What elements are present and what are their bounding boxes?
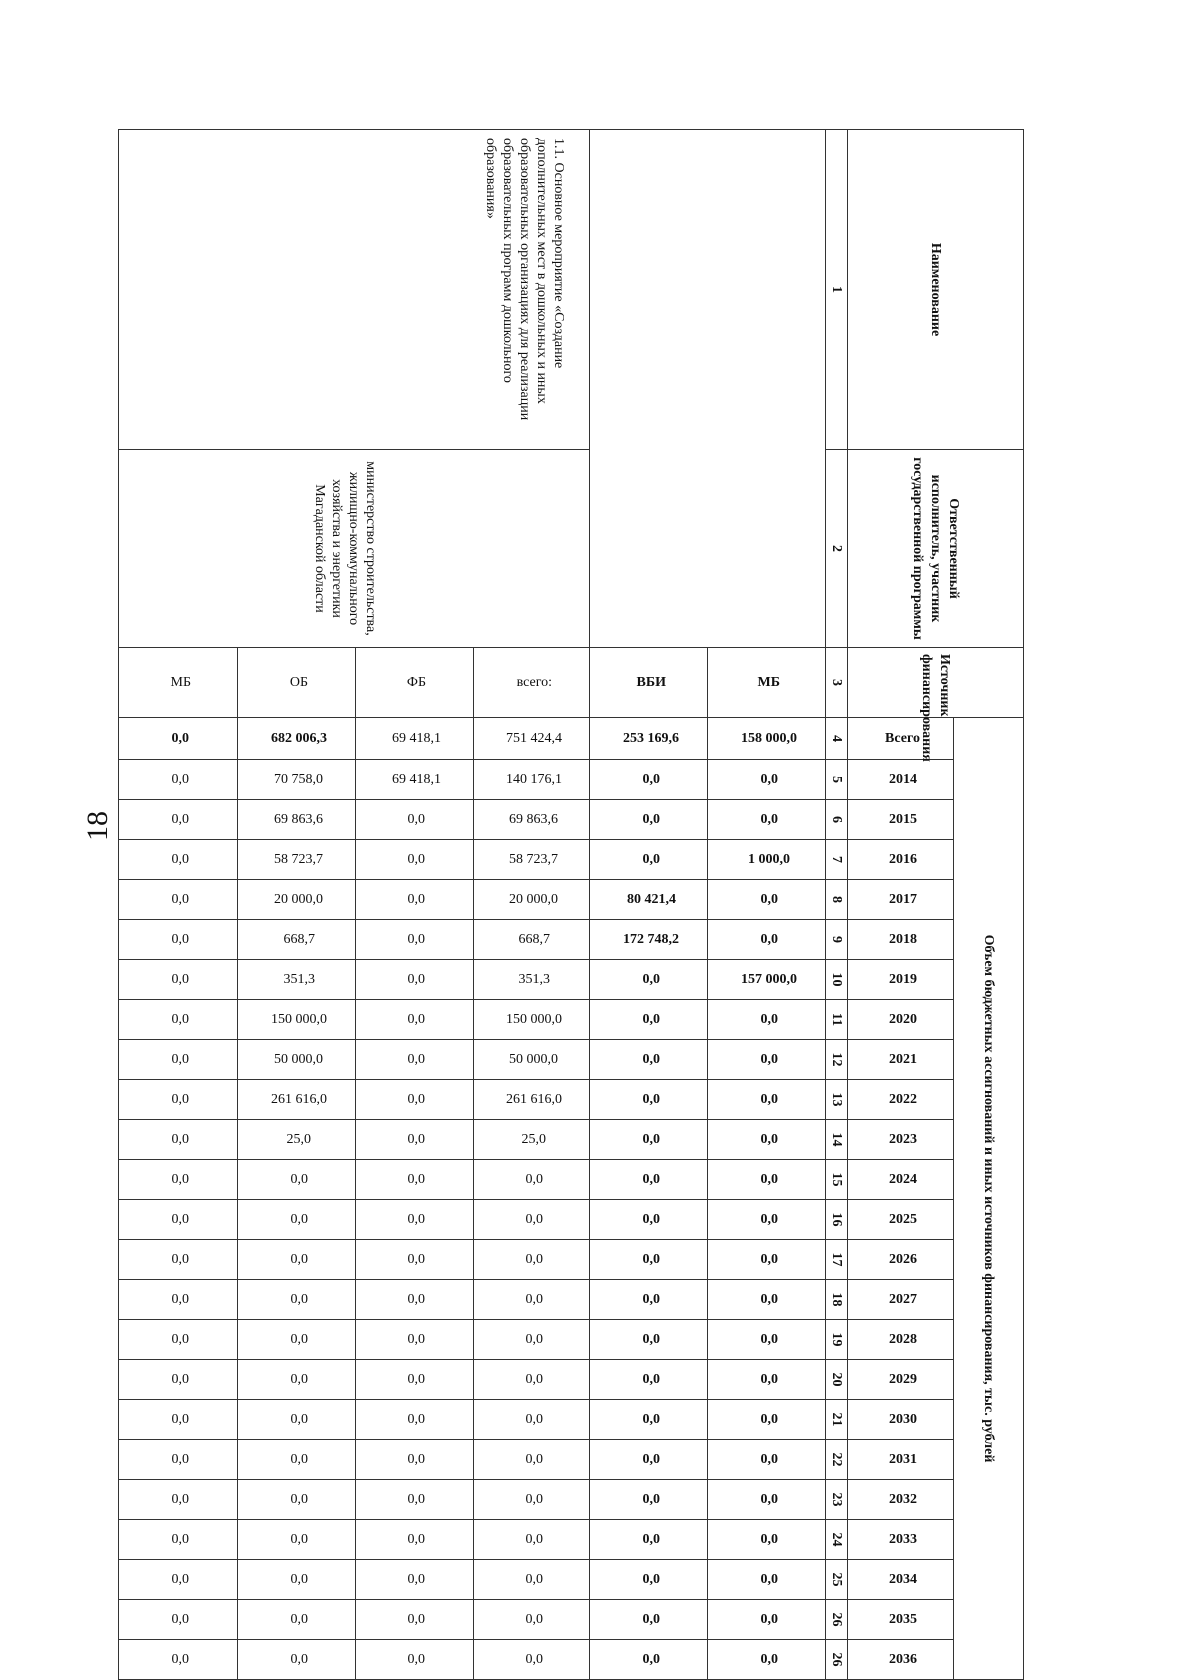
value-cell: 0,0 — [119, 1400, 238, 1440]
value-cell: 0,0 — [708, 1480, 826, 1520]
table-row — [708, 130, 826, 1680]
value-cell: 0,0 — [237, 1600, 355, 1640]
value-cell: 0,0 — [708, 1520, 826, 1560]
header-year — [848, 920, 954, 960]
value-cell: 0,0 — [590, 1240, 708, 1280]
column-number: 12 — [826, 1040, 848, 1080]
value-cell: 0,0 — [355, 1080, 473, 1120]
total-cell: 682 006,3 — [237, 718, 355, 760]
year-label: 2015 — [889, 811, 917, 827]
year-label: 2018 — [889, 931, 917, 947]
value-cell: 261 616,0 — [237, 1080, 355, 1120]
empty-merged-cell — [590, 130, 826, 648]
column-number: 26 — [826, 1640, 848, 1680]
value-cell: 0,0 — [590, 1640, 708, 1680]
year-label: 2026 — [889, 1251, 917, 1267]
column-number: 18 — [826, 1280, 848, 1320]
column-number: 2 — [826, 450, 848, 648]
value-cell: 0,0 — [119, 1280, 238, 1320]
value-cell: 0,0 — [237, 1160, 355, 1200]
value-cell: 0,0 — [708, 1280, 826, 1320]
value-cell: 25,0 — [473, 1120, 590, 1160]
value-cell: 58 723,7 — [237, 840, 355, 880]
column-number-row — [826, 130, 848, 1680]
value-cell: 0,0 — [355, 1160, 473, 1200]
value-cell: 150 000,0 — [473, 1000, 590, 1040]
value-cell: 0,0 — [119, 920, 238, 960]
header-year — [848, 1600, 954, 1640]
header-year — [848, 1160, 954, 1200]
value-cell: 0,0 — [119, 1040, 238, 1080]
value-cell: 351,3 — [473, 960, 590, 1000]
value-cell: 0,0 — [355, 1480, 473, 1520]
value-cell: 0,0 — [355, 1200, 473, 1240]
value-cell: 0,0 — [708, 920, 826, 960]
value-cell: 0,0 — [590, 1480, 708, 1520]
source-cell: МБ — [708, 648, 826, 718]
column-number: 4 — [826, 718, 848, 760]
value-cell: 0,0 — [473, 1320, 590, 1360]
value-cell: 0,0 — [355, 800, 473, 840]
year-label: 2024 — [889, 1171, 917, 1187]
column-number: 24 — [826, 1520, 848, 1560]
year-label: 2030 — [889, 1411, 917, 1427]
value-cell: 668,7 — [237, 920, 355, 960]
header-year — [848, 1520, 954, 1560]
header-total: Всего — [848, 718, 954, 760]
measure-name: 1.1. Основное мероприятие «Создание дополнительных мест в дошкольных и иных образовательных организациях для реализации образовательных программ дошкольного образования» — [119, 130, 590, 450]
year-label: 2033 — [889, 1531, 917, 1547]
value-cell: 0,0 — [355, 1240, 473, 1280]
value-cell: 0,0 — [237, 1640, 355, 1680]
value-cell: 0,0 — [708, 800, 826, 840]
value-cell: 0,0 — [119, 960, 238, 1000]
year-label: 2019 — [889, 971, 917, 987]
year-label: 2032 — [889, 1491, 917, 1507]
value-cell: 1 000,0 — [708, 840, 826, 880]
column-number: 16 — [826, 1200, 848, 1240]
value-cell: 0,0 — [237, 1360, 355, 1400]
column-number: 6 — [826, 800, 848, 840]
value-cell: 0,0 — [590, 1280, 708, 1320]
column-number: 26 — [826, 1600, 848, 1640]
value-cell: 668,7 — [473, 920, 590, 960]
value-cell: 0,0 — [590, 1320, 708, 1360]
value-cell: 0,0 — [119, 1080, 238, 1120]
value-cell: 0,0 — [119, 1640, 238, 1680]
value-cell: 0,0 — [708, 1560, 826, 1600]
value-cell: 0,0 — [237, 1240, 355, 1280]
value-cell: 0,0 — [590, 1520, 708, 1560]
header-group-financing: Объем бюджетных ассигнований и иных источников финансирования, тыс. рублей — [954, 718, 1024, 1680]
value-cell: 150 000,0 — [237, 1000, 355, 1040]
value-cell: 0,0 — [708, 1240, 826, 1280]
value-cell: 0,0 — [708, 1320, 826, 1360]
value-cell: 0,0 — [590, 1440, 708, 1480]
year-label: 2016 — [889, 851, 917, 867]
column-number: 14 — [826, 1120, 848, 1160]
year-label: 2021 — [889, 1051, 917, 1067]
value-cell: 0,0 — [119, 1240, 238, 1280]
value-cell: 0,0 — [708, 1400, 826, 1440]
header-year — [848, 1440, 954, 1480]
header-year — [848, 1040, 954, 1080]
value-cell: 0,0 — [355, 1360, 473, 1400]
total-cell: 0,0 — [119, 718, 238, 760]
value-cell: 0,0 — [355, 1520, 473, 1560]
value-cell: 0,0 — [590, 1600, 708, 1640]
value-cell: 0,0 — [237, 1520, 355, 1560]
column-number: 8 — [826, 880, 848, 920]
header-year — [848, 1000, 954, 1040]
column-number: 10 — [826, 960, 848, 1000]
value-cell: 0,0 — [119, 1560, 238, 1600]
value-cell: 0,0 — [237, 1560, 355, 1600]
value-cell: 0,0 — [708, 1200, 826, 1240]
value-cell: 351,3 — [237, 960, 355, 1000]
total-cell: 158 000,0 — [708, 718, 826, 760]
year-label: 2028 — [889, 1331, 917, 1347]
value-cell: 0,0 — [473, 1440, 590, 1480]
value-cell: 50 000,0 — [237, 1040, 355, 1080]
value-cell: 0,0 — [473, 1480, 590, 1520]
total-cell: 253 169,6 — [590, 718, 708, 760]
value-cell: 0,0 — [355, 1040, 473, 1080]
value-cell: 0,0 — [590, 1400, 708, 1440]
value-cell: 0,0 — [355, 1600, 473, 1640]
value-cell: 0,0 — [119, 880, 238, 920]
year-label: 2020 — [889, 1011, 917, 1027]
value-cell: 0,0 — [590, 1560, 708, 1600]
year-label: 2029 — [889, 1371, 917, 1387]
value-cell: 0,0 — [473, 1400, 590, 1440]
value-cell: 0,0 — [590, 960, 708, 1000]
value-cell: 0,0 — [590, 800, 708, 840]
value-cell: 0,0 — [590, 1360, 708, 1400]
header-source: Источник финансирования — [848, 648, 1024, 718]
year-label: 2014 — [889, 771, 917, 787]
column-number: 25 — [826, 1560, 848, 1600]
value-cell: 0,0 — [237, 1400, 355, 1440]
value-cell: 0,0 — [119, 1120, 238, 1160]
year-label: 2034 — [889, 1571, 917, 1587]
value-cell: 69 418,1 — [355, 760, 473, 800]
total-cell: 69 418,1 — [355, 718, 473, 760]
rotated-table-wrapper — [118, 129, 1024, 1667]
budget-table — [118, 129, 1024, 1680]
header-year — [848, 760, 954, 800]
value-cell: 0,0 — [237, 1320, 355, 1360]
header-year — [848, 840, 954, 880]
value-cell: 0,0 — [355, 1440, 473, 1480]
header-name: Наименование — [848, 130, 1024, 450]
value-cell: 0,0 — [355, 840, 473, 880]
column-number: 17 — [826, 1240, 848, 1280]
column-number: 20 — [826, 1360, 848, 1400]
value-cell: 0,0 — [355, 1320, 473, 1360]
table-row — [473, 130, 590, 1680]
value-cell: 0,0 — [708, 1440, 826, 1480]
value-cell: 0,0 — [355, 1280, 473, 1320]
value-cell: 0,0 — [119, 1360, 238, 1400]
value-cell: 0,0 — [708, 1360, 826, 1400]
table-body — [119, 130, 826, 1680]
column-number: 21 — [826, 1400, 848, 1440]
value-cell: 70 758,0 — [237, 760, 355, 800]
column-number: 19 — [826, 1320, 848, 1360]
value-cell: 0,0 — [473, 1360, 590, 1400]
header-year — [848, 800, 954, 840]
value-cell: 172 748,2 — [590, 920, 708, 960]
column-number: 5 — [826, 760, 848, 800]
year-label: 2031 — [889, 1451, 917, 1467]
header-year — [848, 960, 954, 1000]
value-cell: 140 176,1 — [473, 760, 590, 800]
source-cell: ВБИ — [590, 648, 708, 718]
source-cell: ФБ — [355, 648, 473, 718]
value-cell: 0,0 — [473, 1160, 590, 1200]
value-cell: 0,0 — [473, 1600, 590, 1640]
column-number: 15 — [826, 1160, 848, 1200]
value-cell: 0,0 — [590, 1080, 708, 1120]
value-cell: 25,0 — [237, 1120, 355, 1160]
value-cell: 0,0 — [119, 1320, 238, 1360]
page-number: 18 — [81, 811, 114, 841]
value-cell: 0,0 — [237, 1440, 355, 1480]
value-cell: 0,0 — [237, 1200, 355, 1240]
value-cell: 0,0 — [473, 1520, 590, 1560]
header-year — [848, 1200, 954, 1240]
year-label: 2027 — [889, 1291, 917, 1307]
column-number: 3 — [826, 648, 848, 718]
column-number: 13 — [826, 1080, 848, 1120]
value-cell: 0,0 — [119, 1600, 238, 1640]
value-cell: 0,0 — [119, 1520, 238, 1560]
year-label: 2022 — [889, 1091, 917, 1107]
total-cell: 751 424,4 — [473, 718, 590, 760]
value-cell: 20 000,0 — [473, 880, 590, 920]
year-label: 2017 — [889, 891, 917, 907]
header-year — [848, 1560, 954, 1600]
value-cell: 0,0 — [119, 760, 238, 800]
value-cell: 0,0 — [590, 840, 708, 880]
value-cell: 0,0 — [708, 1160, 826, 1200]
value-cell: 157 000,0 — [708, 960, 826, 1000]
value-cell: 0,0 — [590, 1000, 708, 1040]
value-cell: 0,0 — [590, 1160, 708, 1200]
value-cell: 0,0 — [355, 880, 473, 920]
value-cell: 0,0 — [355, 1120, 473, 1160]
value-cell: 0,0 — [473, 1560, 590, 1600]
header-year — [848, 880, 954, 920]
value-cell: 0,0 — [119, 1000, 238, 1040]
year-label: 2023 — [889, 1131, 917, 1147]
header-responsible: Ответственный исполнитель, участник государственной программы — [848, 450, 1024, 648]
value-cell: 0,0 — [473, 1240, 590, 1280]
column-number: 22 — [826, 1440, 848, 1480]
value-cell: 0,0 — [590, 760, 708, 800]
value-cell: 0,0 — [119, 1200, 238, 1240]
value-cell: 0,0 — [237, 1280, 355, 1320]
value-cell: 0,0 — [355, 960, 473, 1000]
header-year — [848, 1320, 954, 1360]
header-year — [848, 1280, 954, 1320]
value-cell: 0,0 — [355, 1400, 473, 1440]
value-cell: 58 723,7 — [473, 840, 590, 880]
value-cell: 0,0 — [119, 800, 238, 840]
value-cell: 80 421,4 — [590, 880, 708, 920]
column-number: 1 — [826, 130, 848, 450]
header-year — [848, 1480, 954, 1520]
column-number: 11 — [826, 1000, 848, 1040]
value-cell: 20 000,0 — [237, 880, 355, 920]
value-cell: 0,0 — [590, 1120, 708, 1160]
source-cell: всего: — [473, 648, 590, 718]
value-cell: 0,0 — [119, 1160, 238, 1200]
value-cell: 261 616,0 — [473, 1080, 590, 1120]
value-cell: 0,0 — [708, 1640, 826, 1680]
value-cell: 0,0 — [355, 1640, 473, 1680]
value-cell: 0,0 — [708, 1600, 826, 1640]
year-label: 2025 — [889, 1211, 917, 1227]
value-cell: 0,0 — [708, 880, 826, 920]
value-cell: 0,0 — [473, 1280, 590, 1320]
value-cell: 0,0 — [708, 1120, 826, 1160]
value-cell: 50 000,0 — [473, 1040, 590, 1080]
value-cell: 0,0 — [590, 1200, 708, 1240]
header-year — [848, 1640, 954, 1680]
header-year — [848, 1120, 954, 1160]
source-cell: МБ — [119, 648, 238, 718]
value-cell: 0,0 — [473, 1640, 590, 1680]
value-cell: 0,0 — [119, 1480, 238, 1520]
value-cell: 69 863,6 — [473, 800, 590, 840]
value-cell: 0,0 — [355, 1000, 473, 1040]
header-year — [848, 1400, 954, 1440]
header-year — [848, 1360, 954, 1400]
value-cell: 0,0 — [355, 920, 473, 960]
header-year — [848, 1240, 954, 1280]
value-cell: 0,0 — [708, 760, 826, 800]
value-cell: 0,0 — [708, 1040, 826, 1080]
value-cell: 0,0 — [119, 840, 238, 880]
value-cell: 0,0 — [355, 1560, 473, 1600]
responsible-executor: министерство строительства, жилищно-коммунального хозяйства и энергетики Магаданской области — [119, 450, 590, 648]
value-cell: 0,0 — [590, 1040, 708, 1080]
year-label: 2036 — [889, 1651, 917, 1667]
column-number: 23 — [826, 1480, 848, 1520]
value-cell: 0,0 — [708, 1080, 826, 1120]
value-cell: 0,0 — [473, 1200, 590, 1240]
year-label: 2035 — [889, 1611, 917, 1627]
column-number: 9 — [826, 920, 848, 960]
value-cell: 0,0 — [237, 1480, 355, 1520]
value-cell: 0,0 — [708, 1000, 826, 1040]
source-cell: ОБ — [237, 648, 355, 718]
header-year — [848, 1080, 954, 1120]
value-cell: 0,0 — [119, 1440, 238, 1480]
value-cell: 69 863,6 — [237, 800, 355, 840]
column-number: 7 — [826, 840, 848, 880]
